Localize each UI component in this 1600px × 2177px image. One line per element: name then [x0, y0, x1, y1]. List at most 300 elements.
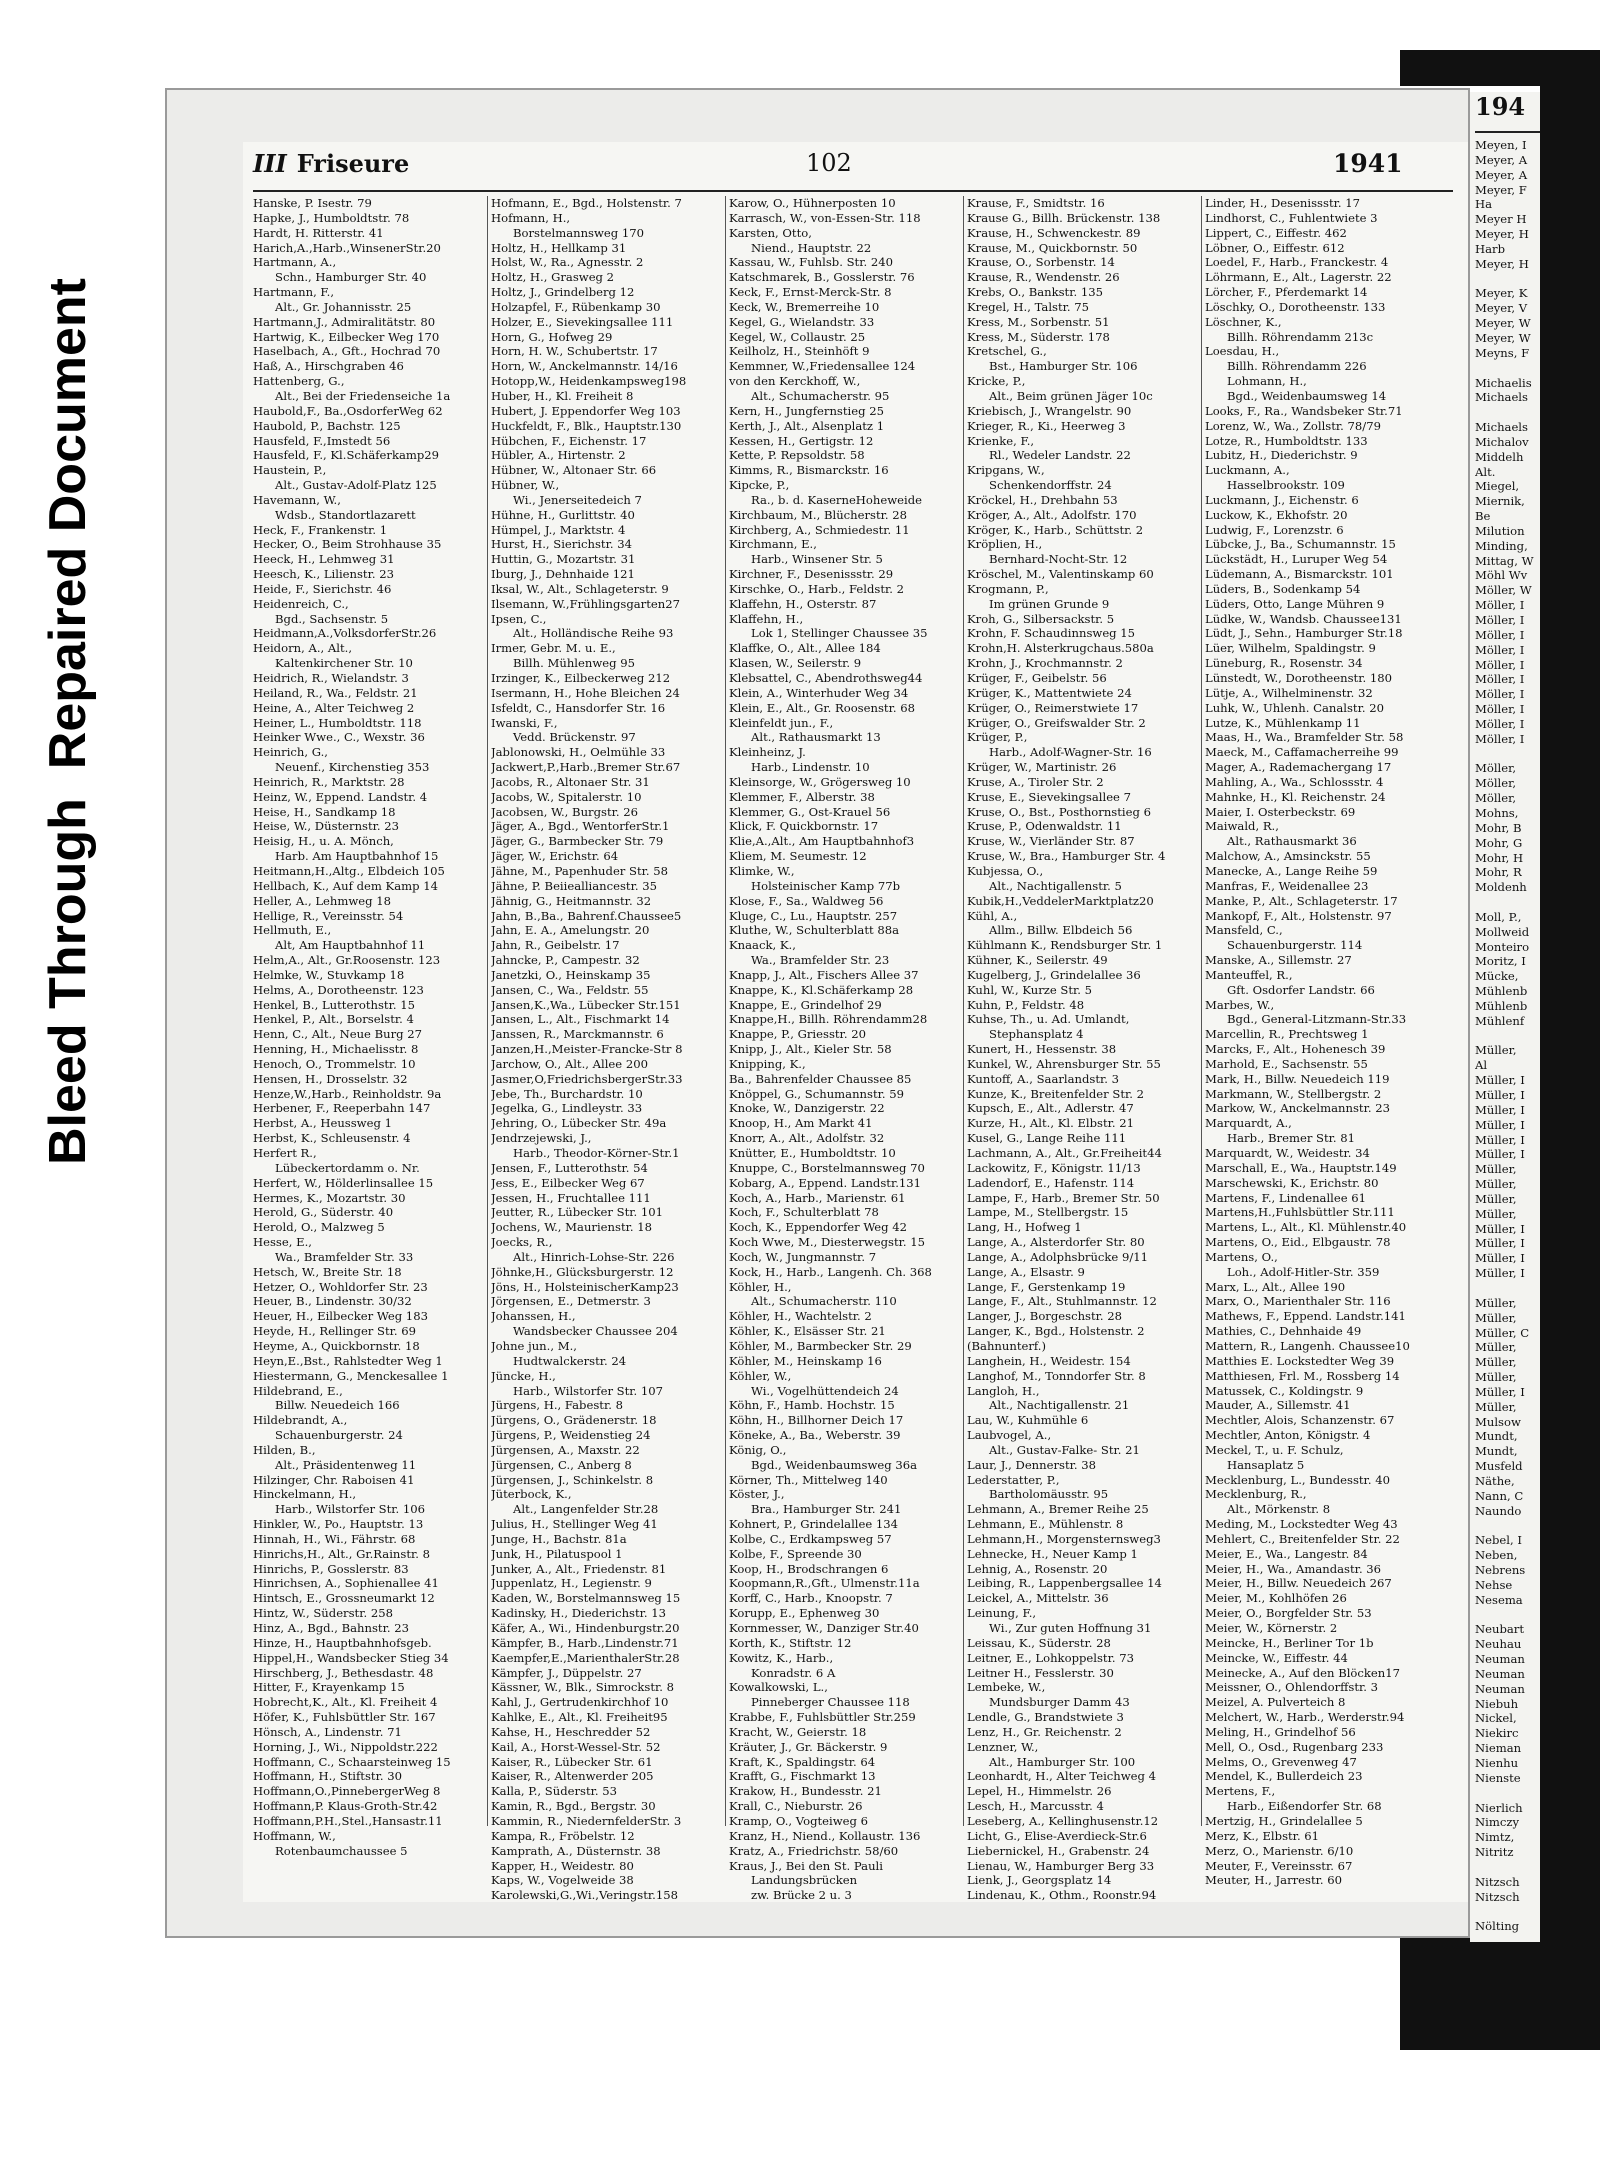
- directory-entry-line: Klimke, W.,: [729, 863, 795, 878]
- directory-entry-line: Holzer, E., Sievekingsallee 111: [491, 314, 674, 329]
- directory-entry-line: Mathies, C., Dehnhaide 49: [1205, 1324, 1362, 1339]
- directory-entry-line: Krause, H., Schwenckestr. 89: [967, 225, 1141, 240]
- directory-entry-line: Lüdke, W., Wandsb. Chaussee131: [1205, 611, 1402, 626]
- adjacent-entry-line: Mücke,: [1475, 969, 1519, 984]
- directory-entry-line: Leinung, F.,: [967, 1606, 1037, 1621]
- adjacent-entry-line: [1475, 1860, 1540, 1875]
- adjacent-entry-line: Mühlenb: [1475, 984, 1528, 999]
- adjacent-entry-line: Müller, I: [1475, 1236, 1525, 1251]
- directory-entry-line: Meier, H., Wa., Amandastr. 36: [1205, 1561, 1382, 1576]
- directory-entry-line: Köster, J.,: [729, 1487, 785, 1502]
- directory-entry-line: Knaack, K.,: [729, 938, 796, 953]
- directory-entry-line: Knütter, E., Humboldtstr. 10: [729, 1146, 896, 1160]
- directory-entry-line: Kleinheinz, J.: [729, 745, 806, 760]
- adjacent-entry-line: Al: [1475, 1058, 1488, 1073]
- directory-entry-line: Junge, H., Bachstr. 81a: [491, 1531, 627, 1546]
- directory-entry-line: Hinrichs,H., Alt., Gr.Rainstr. 8: [253, 1546, 431, 1561]
- adjacent-entry-line: Monteiro: [1475, 939, 1530, 954]
- directory-entry-line: Hetzer, O., Wohldorfer Str. 23: [253, 1279, 428, 1294]
- directory-entry-line: Lüer, Wilhelm, Spaldingstr. 9: [1205, 641, 1376, 656]
- directory-entry-line: Kipcke, P.,: [729, 478, 790, 493]
- directory-entry-line: Klaffehn, H., Osterstr. 87: [729, 596, 877, 611]
- adjacent-entry-line: Neuman: [1475, 1681, 1525, 1696]
- directory-entry-line: Kroh, G., Silbersackstr. 5: [967, 611, 1115, 626]
- directory-entry-line: Marx, L., Alt., Allee 190: [1205, 1279, 1346, 1294]
- directory-entry-line: Knorr, A., Alt., Adolfstr. 32: [729, 1131, 885, 1146]
- directory-entry-line: Lubitz, H., Diederichstr. 9: [1205, 448, 1358, 463]
- directory-entry-line: Knuppe, C., Borstelmannsweg 70: [729, 1160, 925, 1175]
- directory-entry-line: Kluthe, W., Schulterblatt 88a: [729, 923, 899, 938]
- directory-entry-line: Meincke, W., Eiffestr. 44: [1205, 1650, 1348, 1665]
- directory-entry-line: Krieger, R., Ki., Heerweg 3: [967, 418, 1126, 433]
- adjacent-entry-line: Möller, I: [1475, 642, 1525, 657]
- adjacent-entry-line: [1475, 1608, 1540, 1623]
- adjacent-entry-line: Miegel,: [1475, 479, 1520, 494]
- directory-entry-line: Kail, A., Horst-Wessel-Str. 52: [491, 1739, 661, 1754]
- adjacent-entry-line: Müller,: [1475, 1177, 1517, 1192]
- directory-entry-line: Klebsattel, C., Abendrothsweg44: [729, 671, 923, 685]
- directory-entry-line: Bgd., Weidenbaumsweg 36a: [751, 1457, 918, 1472]
- directory-entry-line: Löhrmann, E., Alt., Lagerstr. 22: [1205, 270, 1392, 285]
- directory-entry-line: Jahn, E. A., Amelungstr. 20: [491, 923, 650, 938]
- directory-entry-line: Lau, W., Kuhmühle 6: [967, 1413, 1089, 1428]
- directory-entry-line: Harb., Theodor-Körner-Str.1: [513, 1146, 680, 1160]
- directory-entry-line: Meier, H., Billw. Neuedeich 267: [1205, 1576, 1392, 1591]
- directory-entry-line: Lübcke, J., Ba., Schumannstr. 15: [1205, 537, 1396, 552]
- directory-entry-line: Loesdau, H.,: [1205, 344, 1280, 359]
- directory-entry-line: Katschmarek, B., Gosslerstr. 76: [729, 270, 915, 285]
- directory-entry-line: Martens,H.,Fuhlsbüttler Str.111: [1205, 1205, 1395, 1220]
- directory-entry-line: Heck, F., Frankenstr. 1: [253, 522, 388, 537]
- directory-entry-line: Hansaplatz 5: [1227, 1457, 1305, 1472]
- directory-entry-line: Kubik,H.,VeddelerMarktplatz20: [967, 893, 1154, 908]
- adjacent-entry-line: Nebrens: [1475, 1563, 1526, 1577]
- directory-entry-line: Wa., Bramfelder Str. 33: [275, 1249, 414, 1264]
- directory-entry-line: Kruse, E., Sievekingsallee 7: [967, 789, 1131, 804]
- directory-entry-line: Marcks, F., Alt., Hohenesch 39: [1205, 1042, 1386, 1057]
- directory-entry-line: Billh. Röhrendamm 213c: [1227, 329, 1374, 344]
- directory-entry-line: Niend., Hauptstr. 22: [751, 240, 872, 255]
- directory-entry-line: Kaden, W., Borstelmannsweg 15: [491, 1591, 681, 1606]
- adjacent-entry-line: Meyer, W: [1475, 316, 1531, 331]
- directory-entry-line: Alt., Langenfelder Str.28: [513, 1502, 659, 1517]
- directory-entry-line: Matthies E. Lockstedter Weg 39: [1205, 1353, 1395, 1368]
- directory-entry-line: Wandsbecker Chaussee 204: [513, 1324, 678, 1339]
- directory-entry-line: Hartwig, K., Eilbecker Weg 170: [253, 329, 440, 344]
- directory-entry-line: Lepel, H., Himmelstr. 26: [967, 1784, 1112, 1799]
- directory-entry-line: Hartmann,J., Admiralitätstr. 80: [253, 314, 436, 329]
- adjacent-entry-line: Nehse: [1475, 1577, 1513, 1592]
- directory-entry-line: Bartholomäusstr. 95: [989, 1487, 1109, 1502]
- directory-entry-line: Langloh, H.,: [967, 1383, 1040, 1398]
- directory-entry-line: Maiwald, R.,: [1205, 819, 1279, 834]
- directory-column-5: [1205, 196, 1435, 1888]
- directory-entry-line: Lutze, K., Mühlenkamp 11: [1205, 715, 1361, 730]
- directory-entry-line: Krohn,H. Alsterkrugchaus.580a: [967, 641, 1154, 656]
- directory-entry-line: Lang, H., Hofweg 1: [967, 1220, 1082, 1235]
- adjacent-entry-line: Michaels: [1475, 420, 1528, 435]
- directory-entry-line: Iwanski, F.,: [491, 715, 558, 730]
- directory-entry-line: Klick, F. Quickbornstr. 17: [729, 819, 879, 834]
- directory-entry-line: Heidmann,A.,VolksdorferStr.26: [253, 626, 437, 641]
- directory-entry-line: Hoffmann,O.,PinnebergerWeg 8: [253, 1784, 441, 1799]
- directory-entry-line: Hudtwalckerstr. 24: [513, 1353, 627, 1368]
- directory-entry-line: Matussek, C., Koldingstr. 9: [1205, 1383, 1364, 1398]
- directory-entry-line: Irzinger, K., Eilbeckerweg 212: [491, 671, 671, 685]
- directory-entry-line: Köhler, K., Elsässer Str. 21: [729, 1324, 886, 1339]
- adjacent-entry-line: Milution: [1475, 523, 1525, 538]
- directory-entry-line: Kowalkowski, L.,: [729, 1680, 828, 1695]
- directory-entry-line: Hirschberg, J., Bethesdastr. 48: [253, 1665, 434, 1680]
- directory-entry-line: Herbst, A., Heussweg 1: [253, 1116, 392, 1131]
- adjacent-entry-line: Minding,: [1475, 538, 1528, 553]
- directory-entry-line: Koopmann,R.,Gft., Ulmenstr.11a: [729, 1576, 920, 1591]
- directory-entry-line: Helms, A., Dorotheenstr. 123: [253, 982, 424, 997]
- directory-entry-line: Meling, H., Grindelhof 56: [1205, 1724, 1356, 1739]
- directory-entry-line: Kahl, J., Gertrudenkirchhof 10: [491, 1695, 669, 1710]
- directory-entry-line: Kobarg, A., Eppend. Landstr.131: [729, 1175, 922, 1190]
- directory-entry-line: Kette, P. Repsoldstr. 58: [729, 448, 865, 463]
- directory-entry-line: Kubjessa, O.,: [967, 863, 1044, 878]
- directory-entry-line: Herfert R.,: [253, 1146, 317, 1160]
- directory-entry-line: Hümpel, J., Marktstr. 4: [491, 522, 626, 537]
- directory-entry-line: Mertens, F.,: [1205, 1784, 1276, 1799]
- adjacent-page-column: [1475, 138, 1540, 1934]
- directory-entry-line: Pinneberger Chaussee 118: [751, 1695, 910, 1710]
- repaired-document-text: Repaired Document: [39, 278, 97, 770]
- directory-entry-line: Jüncke, H.,: [491, 1368, 556, 1383]
- directory-entry-line: Markmann, W., Stellbergstr. 2: [1205, 1086, 1382, 1101]
- directory-entry-line: Kuhn, P., Feldstr. 48: [967, 997, 1085, 1012]
- adjacent-entry-line: Michaels: [1475, 390, 1528, 405]
- directory-entry-line: Mahling, A., Wa., Schlossstr. 4: [1205, 774, 1384, 789]
- directory-entry-line: Kress, M., Sorbenstr. 51: [967, 314, 1110, 329]
- directory-entry-line: Hübner, W.,: [491, 478, 560, 493]
- adjacent-entry-line: Neuhau: [1475, 1637, 1522, 1652]
- directory-entry-line: Kämpfer, B., Harb.,Lindenstr.71: [491, 1635, 679, 1650]
- adjacent-entry-line: Müller, I: [1475, 1102, 1525, 1117]
- directory-entry-line: Kranz, H., Niend., Kollaustr. 136: [729, 1828, 921, 1843]
- directory-entry-line: Heidrich, R., Wielandstr. 3: [253, 671, 409, 685]
- directory-entry-line: Hapke, J., Humboldtstr. 78: [253, 210, 410, 225]
- directory-entry-line: Meier, W., Körnerstr. 2: [1205, 1621, 1338, 1635]
- directory-entry-line: Lackowitz, F., Königstr. 11/13: [967, 1160, 1141, 1175]
- directory-entry-line: Iburg, J., Dehnhaide 121: [491, 567, 635, 582]
- directory-entry-line: Joecks, R.,: [491, 1235, 553, 1250]
- directory-entry-line: Kröplien, H.,: [967, 537, 1043, 552]
- directory-entry-line: Stephansplatz 4: [989, 1027, 1084, 1042]
- directory-entry-line: Kruse, A., Tiroler Str. 2: [967, 774, 1104, 789]
- directory-entry-line: Kugelberg, J., Grindelallee 36: [967, 967, 1141, 982]
- directory-entry-line: Rotenbaumchaussee 5: [275, 1843, 408, 1858]
- adjacent-entry-line: Meyen, I: [1475, 138, 1527, 152]
- directory-entry-line: Meier, E., Wa., Langestr. 84: [1205, 1546, 1368, 1561]
- directory-entry-line: Lehnecke, H., Neuer Kamp 1: [967, 1546, 1138, 1561]
- directory-entry-line: Meuter, F., Vereinsstr. 67: [1205, 1858, 1353, 1873]
- directory-entry-line: Janzen,H.,Meister-Francke-Str 8: [491, 1042, 683, 1057]
- adjacent-entry-line: Nann, C: [1475, 1488, 1524, 1503]
- directory-entry-line: Iksal, W., Alt., Schlageterstr. 9: [491, 581, 669, 596]
- directory-entry-line: von den Kerckhoff, W.,: [729, 374, 861, 389]
- directory-entry-line: Heuer, B., Lindenstr. 30/32: [253, 1294, 412, 1309]
- bleed-repaired-label: [38, 278, 98, 1165]
- vertical-annotations: [0, 0, 180, 2177]
- directory-entry-line: Herold, O., Malzweg 5: [253, 1220, 385, 1235]
- directory-entry-line: Alt., Hamburger Str. 100: [989, 1754, 1136, 1769]
- directory-entry-line: Krause, F., Smidtstr. 16: [967, 196, 1105, 210]
- header-rule: [253, 190, 1453, 192]
- directory-entry-line: Janssen, R., Marckmannstr. 6: [491, 1027, 664, 1042]
- directory-entry-line: Leitner H., Fesslerstr. 30: [967, 1665, 1114, 1680]
- directory-entry-line: Jürgensen, A., Maxstr. 22: [491, 1442, 640, 1457]
- directory-entry-line: Jehring, O., Lübecker Str. 49a: [491, 1116, 667, 1131]
- directory-entry-line: Henn, C., Alt., Neue Burg 27: [253, 1027, 422, 1042]
- directory-entry-line: Alt., Rathausmarkt 13: [751, 730, 881, 745]
- adjacent-entry-line: Middelh: [1475, 449, 1524, 464]
- directory-entry-line: Hilzinger, Chr. Raboisen 41: [253, 1472, 415, 1487]
- directory-entry-line: Lippert, C., Eiffestr. 462: [1205, 225, 1347, 240]
- directory-entry-line: Martens, O., Eid., Elbgaustr. 78: [1205, 1235, 1391, 1250]
- page-number: 102: [806, 149, 852, 177]
- directory-entry-line: Mechtler, Anton, Königstr. 4: [1205, 1428, 1371, 1443]
- adjacent-entry-line: Mohr, H: [1475, 850, 1524, 865]
- directory-entry-line: Koch, K., Eppendorfer Weg 42: [729, 1220, 908, 1235]
- directory-entry-line: Harb., Eißendorfer Str. 68: [1227, 1799, 1382, 1814]
- directory-entry-line: Heinz, W., Eppend. Landstr. 4: [253, 789, 428, 804]
- directory-entry-line: Jess, E., Eilbecker Weg 67: [491, 1175, 645, 1190]
- directory-entry-line: Harb., Bremer Str. 81: [1227, 1131, 1356, 1146]
- directory-entry-line: Haselbach, A., Gft., Hochrad 70: [253, 344, 441, 359]
- directory-entry-line: Kracht, W., Geierstr. 18: [729, 1724, 867, 1739]
- directory-entry-line: Manske, A., Sillemstr. 27: [1205, 953, 1352, 968]
- directory-entry-line: Lampe, F., Harb., Bremer Str. 50: [967, 1190, 1160, 1205]
- directory-entry-line: Köhler, M., Heinskamp 16: [729, 1353, 882, 1368]
- adjacent-entry-line: Meyns, F: [1475, 345, 1530, 360]
- directory-entry-line: Kirchner, F., Desenissstr. 29: [729, 567, 894, 582]
- directory-entry-line: Alt., Rathausmarkt 36: [1227, 834, 1357, 849]
- directory-entry-line: Jacobs, R., Altonaer Str. 31: [491, 774, 650, 789]
- directory-entry-line: Hofmann, H.,: [491, 210, 571, 225]
- directory-entry-line: Lörcher, F., Pferdemarkt 14: [1205, 285, 1368, 300]
- directory-entry-line: Lok 1, Stellinger Chaussee 35: [751, 626, 928, 641]
- directory-entry-line: Bgd., General-Litzmann-Str.33: [1227, 1012, 1407, 1027]
- adjacent-entry-line: Meyer, V: [1475, 301, 1528, 316]
- directory-entry-line: Kleinfeldt jun., F.,: [729, 715, 834, 730]
- directory-entry-line: Jähnig, G., Heitmannstr. 32: [491, 893, 652, 908]
- directory-entry-line: Henze,W.,Harb., Reinholdstr. 9a: [253, 1086, 442, 1101]
- directory-entry-line: Klose, F., Sa., Waldweg 56: [729, 893, 884, 908]
- directory-entry-line: Meincke, H., Berliner Tor 1b: [1205, 1635, 1374, 1650]
- directory-entry-line: Looks, F., Ra., Wandsbeker Str.71: [1205, 403, 1403, 418]
- directory-entry-line: Langer, J., Borgeschstr. 28: [967, 1309, 1123, 1324]
- adjacent-entry-line: Möller, I: [1475, 687, 1525, 702]
- directory-entry-line: Ludwig, F., Lorenzstr. 6: [1205, 522, 1344, 537]
- directory-entry-line: Lütje, A., Wilhelminenstr. 32: [1205, 685, 1373, 700]
- adjacent-entry-line: Ha: [1475, 197, 1493, 212]
- directory-entry-line: Bernhard-Nocht-Str. 12: [989, 552, 1128, 567]
- directory-entry-line: Kamin, R., Bgd., Bergstr. 30: [491, 1799, 656, 1814]
- directory-entry-line: Lienk, J., Georgsplatz 14: [967, 1873, 1112, 1888]
- directory-entry-line: Haubold, P., Bachstr. 125: [253, 418, 401, 433]
- adjacent-entry-line: [1475, 272, 1540, 287]
- directory-entry-line: Hinkler, W., Po., Hauptstr. 13: [253, 1517, 424, 1532]
- directory-entry-line: Kock, H., Harb., Langenh. Ch. 368: [729, 1264, 932, 1279]
- directory-entry-line: Hellbach, K., Auf dem Kamp 14: [253, 878, 438, 893]
- directory-entry-line: Billh. Röhrendamm 226: [1227, 359, 1367, 374]
- directory-entry-line: Heyn,E.,Bst., Rahlstedter Weg 1: [253, 1353, 443, 1368]
- section-heading: [253, 149, 409, 178]
- directory-entry-line: Kriebisch, J., Wrangelstr. 90: [967, 403, 1132, 418]
- directory-entry-line: Mager, A., Rademachergang 17: [1205, 760, 1392, 775]
- directory-entry-line: Haustein, P.,: [253, 463, 327, 478]
- directory-entry-line: Horn, H. W., Schubertstr. 17: [491, 344, 658, 359]
- adjacent-entry-line: Müller,: [1475, 1043, 1517, 1058]
- directory-entry-line: Klaffke, O., Alt., Allee 184: [729, 641, 881, 656]
- directory-entry-line: Klemmer, G., Ost-Krauel 56: [729, 804, 891, 819]
- directory-entry-line: zw. Brücke 2 u. 3: [751, 1888, 852, 1903]
- directory-entry-line: Leseberg, A., Kellinghusenstr.12: [967, 1813, 1159, 1828]
- directory-entry-line: Kegel, G., Wielandstr. 33: [729, 314, 875, 329]
- directory-entry-line: Hühne, H., Gurlittstr. 40: [491, 507, 635, 522]
- directory-entry-line: Jarchow, O., Alt., Allee 200: [491, 1056, 648, 1071]
- directory-entry-line: Klemmer, F., Alberstr. 38: [729, 789, 875, 804]
- adjacent-entry-line: Michaelis: [1475, 375, 1532, 390]
- directory-entry-line: Knapp, J., Alt., Fischers Allee 37: [729, 967, 919, 982]
- directory-entry-line: Hilden, B.,: [253, 1442, 316, 1457]
- directory-entry-line: Bgd., Sachsenstr. 5: [275, 611, 389, 626]
- adjacent-page-rule: [1475, 131, 1540, 133]
- directory-entry-line: Klasen, W., Seilerstr. 9: [729, 656, 862, 671]
- directory-entry-line: Hinrichs, P., Gosslerstr. 83: [253, 1561, 409, 1576]
- directory-entry-line: Janetzki, O., Heinskamp 35: [491, 967, 651, 982]
- adjacent-entry-line: Meyer, A: [1475, 167, 1528, 182]
- directory-entry-line: Jahncke, P., Campestr. 32: [491, 953, 640, 968]
- directory-entry-line: Helmke, W., Stuvkamp 18: [253, 967, 405, 982]
- directory-entry-line: Gft. Osdorfer Landstr. 66: [1227, 982, 1375, 997]
- directory-entry-line: Kirchbaum, M., Blücherstr. 28: [729, 507, 908, 522]
- adjacent-entry-line: Nitzsch: [1475, 1874, 1520, 1889]
- adjacent-entry-line: Moritz, I: [1475, 954, 1526, 969]
- directory-entry-line: Juppenlatz, H., Legienstr. 9: [491, 1576, 652, 1591]
- directory-entry-line: Lüneburg, R., Rosenstr. 34: [1205, 656, 1363, 671]
- adjacent-entry-line: Musfeld: [1475, 1459, 1523, 1474]
- directory-entry-line: Kirchberg, A., Schmiedestr. 11: [729, 522, 910, 537]
- directory-entry-line: Käfer, A., Wi., Hindenburgstr.20: [491, 1621, 680, 1635]
- directory-entry-line: Harb., Adolf-Wagner-Str. 16: [989, 745, 1152, 760]
- directory-entry-line: Leitner, E., Lohkoppelstr. 73: [967, 1650, 1134, 1665]
- directory-entry-line: Schauenburgerstr. 114: [1227, 938, 1363, 953]
- directory-entry-line: Horning, J., Wi., Nippoldstr.222: [253, 1739, 438, 1754]
- directory-entry-line: Krogmann, P.,: [967, 581, 1049, 596]
- directory-entry-line: Lotze, R., Humboldtstr. 133: [1205, 433, 1368, 448]
- directory-entry-line: Lampe, M., Stellbergstr. 15: [967, 1205, 1129, 1220]
- adjacent-entry-line: Müller,: [1475, 1370, 1517, 1385]
- adjacent-entry-line: Müller, I: [1475, 1073, 1525, 1088]
- directory-entry-line: Krohn, F. Schaudinnsweg 15: [967, 626, 1136, 641]
- directory-entry-line: Kemmner, W.,Friedensallee 124: [729, 359, 916, 374]
- directory-entry-line: Junk, H., Pilatuspool 1: [491, 1546, 623, 1561]
- directory-entry-line: Meier, M., Kohlhöfen 26: [1205, 1591, 1347, 1606]
- directory-entry-line: Heyme, A., Quickbornstr. 18: [253, 1338, 420, 1353]
- directory-entry-line: Karow, O., Hühnerposten 10: [729, 196, 896, 210]
- directory-entry-line: Kröschel, M., Valentinskamp 60: [967, 567, 1154, 582]
- directory-entry-line: Meding, M., Lockstedter Weg 43: [1205, 1517, 1398, 1532]
- directory-entry-line: Meizel, A. Pulverteich 8: [1205, 1695, 1346, 1710]
- adjacent-entry-line: Müller, C: [1475, 1325, 1530, 1340]
- directory-entry-line: Lüdemann, A., Bismarckstr. 101: [1205, 567, 1394, 582]
- directory-entry-line: Kässner, W., Blk., Simrockstr. 8: [491, 1680, 675, 1695]
- adjacent-entry-line: Mühlenb: [1475, 998, 1528, 1013]
- directory-entry-line: Holtz, H., Hellkamp 31: [491, 240, 627, 255]
- directory-entry-line: Hattenberg, G.,: [253, 374, 345, 389]
- adjacent-entry-line: Nebel, I: [1475, 1533, 1522, 1548]
- directory-entry-line: Heller, A., Lehmweg 18: [253, 893, 391, 908]
- directory-entry-line: Kregel, H., Talstr. 75: [967, 299, 1090, 314]
- directory-column-4: [967, 196, 1197, 1903]
- adjacent-entry-line: Müller,: [1475, 1310, 1517, 1325]
- directory-entry-line: Hübler, A., Hirtenstr. 2: [491, 448, 626, 463]
- directory-entry-line: Hesse, E.,: [253, 1235, 312, 1250]
- adjacent-entry-line: Mulsow: [1475, 1414, 1521, 1429]
- directory-entry-line: Mechtler, Alois, Schanzenstr. 67: [1205, 1413, 1395, 1428]
- adjacent-entry-line: Mohr, G: [1475, 835, 1523, 850]
- directory-entry-line: Kalla, P., Süderstr. 53: [491, 1784, 618, 1799]
- adjacent-entry-line: Mühlenf: [1475, 1013, 1525, 1028]
- directory-entry-line: Marx, O., Marienthaler Str. 116: [1205, 1294, 1391, 1309]
- directory-entry-line: Merz, K., Elbstr. 61: [1205, 1828, 1320, 1843]
- directory-entry-line: Krakow, H., Bundesstr. 21: [729, 1784, 882, 1799]
- directory-entry-line: Kahlke, E., Alt., Kl. Freiheit95: [491, 1710, 668, 1725]
- directory-entry-line: Heinrich, R., Marktstr. 28: [253, 774, 405, 789]
- adjacent-entry-line: Nienste: [1475, 1770, 1521, 1785]
- directory-entry-line: Kessen, H., Gertigstr. 12: [729, 433, 874, 448]
- adjacent-entry-line: Moldenh: [1475, 880, 1527, 895]
- directory-entry-line: Köneke, A., Ba., Weberstr. 39: [729, 1428, 901, 1443]
- directory-entry-line: Heitmann,H.,Altg., Elbdeich 105: [253, 863, 445, 878]
- directory-entry-line: Jegelka, G., Lindleystr. 33: [491, 1101, 643, 1116]
- directory-entry-line: Krienke, F.,: [967, 433, 1035, 448]
- directory-entry-line: Koch, F., Schulterblatt 78: [729, 1205, 879, 1220]
- directory-entry-line: Alt., Nachtigallenstr. 21: [989, 1398, 1130, 1413]
- adjacent-entry-line: Nitzsch: [1475, 1889, 1520, 1904]
- adjacent-entry-line: Näthe,: [1475, 1473, 1515, 1488]
- directory-entry-line: Hurst, H., Sierichstr. 34: [491, 537, 632, 552]
- directory-entry-line: Kress, M., Süderstr. 178: [967, 329, 1110, 344]
- directory-entry-line: Mehlert, C., Breitenfelder Str. 22: [1205, 1531, 1400, 1546]
- directory-entry-line: Irmer, Gebr. M. u. E.,: [491, 641, 616, 656]
- directory-column-1: [253, 196, 483, 1859]
- directory-entry-line: Körner, Th., Mittelweg 140: [729, 1472, 888, 1487]
- directory-entry-line: Knappe, E., Grindelhof 29: [729, 997, 882, 1012]
- directory-entry-line: Lesch, H., Marcusstr. 4: [967, 1799, 1104, 1814]
- directory-entry-line: Kretschel, G.,: [967, 344, 1047, 359]
- adjacent-entry-line: Möller, I: [1475, 598, 1525, 613]
- directory-entry-line: Im grünen Grunde 9: [989, 596, 1110, 611]
- directory-entry-line: Mansfeld, C.,: [1205, 923, 1283, 938]
- directory-entry-line: Henkel, B., Lutterothstr. 15: [253, 997, 415, 1012]
- directory-entry-line: Billw. Neuedeich 166: [275, 1398, 400, 1413]
- adjacent-entry-line: [1475, 895, 1540, 910]
- directory-entry-line: Lenz, H., Gr. Reichenstr. 2: [967, 1724, 1122, 1739]
- directory-entry-line: Jeutter, R., Lübecker Str. 101: [491, 1205, 664, 1220]
- adjacent-entry-line: Müller, I: [1475, 1251, 1525, 1266]
- directory-entry-line: Knipping, K.,: [729, 1056, 806, 1071]
- directory-entry-line: Heeck, H., Lehmweg 31: [253, 552, 395, 567]
- directory-entry-line: Kirchmann, E.,: [729, 537, 817, 552]
- adjacent-entry-line: Be: [1475, 509, 1491, 524]
- adjacent-entry-line: Mohr, R: [1475, 865, 1522, 880]
- directory-entry-line: Hartmann, A.,: [253, 255, 337, 270]
